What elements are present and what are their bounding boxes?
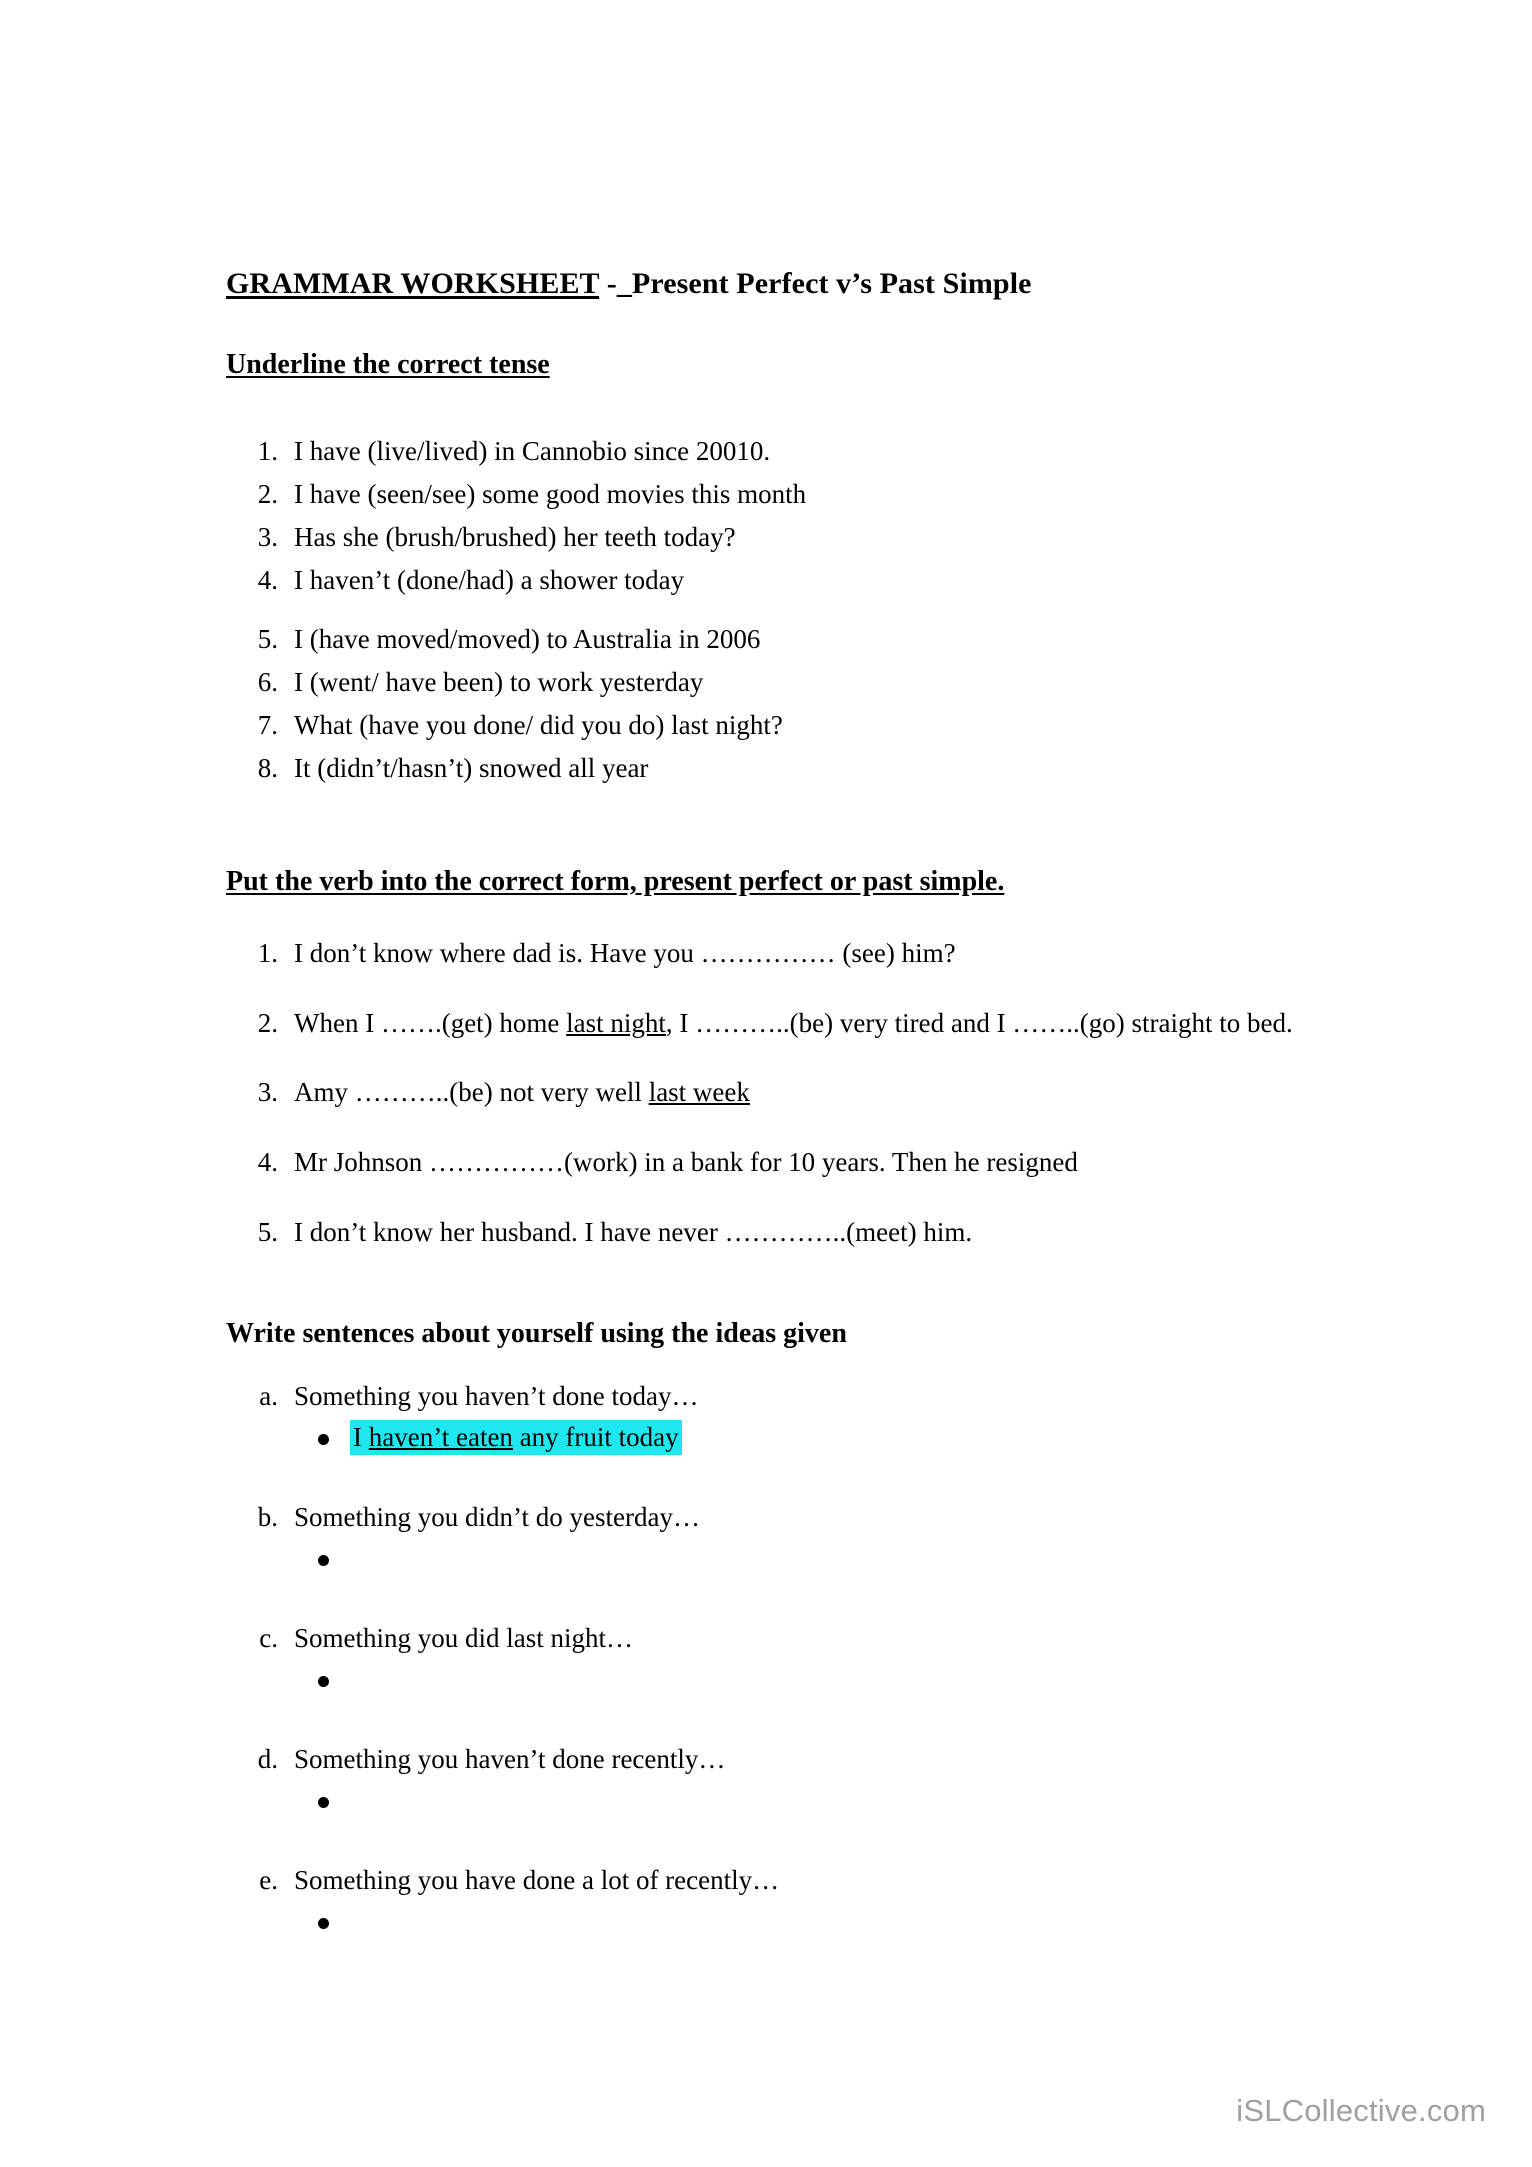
list-marker: 5.	[257, 623, 278, 654]
list-marker: 8.	[257, 752, 278, 783]
list-item-text: I (went/ have been) to work yesterday	[294, 666, 704, 697]
section-1-list-group-a	[226, 435, 1296, 595]
prompt-text: Something you have done a lot of recently…	[294, 1864, 780, 1895]
list-item-text	[294, 938, 956, 968]
list-marker: e.	[259, 1864, 278, 1895]
list-marker: 7.	[257, 709, 278, 740]
list-marker: 4.	[257, 1147, 278, 1178]
answer-row[interactable]	[294, 1420, 1296, 1474]
answer-underlined-verb: haven’t eaten	[368, 1421, 513, 1452]
answer-lead: I	[353, 1421, 369, 1452]
list-marker: 5.	[257, 1216, 278, 1247]
page-title-rest: -_Present Perfect v’s Past Simple	[599, 267, 1032, 300]
spacer	[226, 1716, 1296, 1746]
list-marker: 4.	[257, 564, 278, 595]
section-1	[226, 347, 1296, 782]
list-item	[226, 1743, 1296, 1837]
list-marker: 6.	[257, 666, 278, 697]
list-item	[226, 938, 1296, 970]
answer-text-highlighted	[350, 1420, 682, 1456]
section-2	[226, 864, 1296, 1248]
list-item	[226, 709, 1296, 740]
prompt-text: Something you haven’t done recently…	[294, 1743, 726, 1774]
list-marker: 2.	[257, 478, 278, 509]
worksheet-content	[226, 265, 1296, 1958]
list-item-text	[294, 1077, 750, 1107]
list-item	[226, 623, 1296, 654]
list-marker: 1.	[257, 435, 278, 466]
answer-row[interactable]	[294, 1904, 1296, 1958]
list-item	[226, 564, 1296, 595]
answer-row[interactable]	[294, 1541, 1296, 1595]
bullet-icon	[318, 1676, 329, 1687]
list-item	[226, 752, 1296, 783]
list-item-text: I haven’t (done/had) a shower today	[294, 564, 685, 595]
list-marker: d.	[257, 1743, 278, 1774]
sentence-fragment: When I …….(get) home	[294, 1007, 567, 1038]
list-marker: a.	[259, 1380, 278, 1411]
list-item-text: Has she (brush/brushed) her teeth today?	[294, 521, 736, 552]
spacer	[226, 1595, 1296, 1625]
list-item	[226, 1622, 1296, 1716]
section-3-heading: Write sentences about yourself using the ideas given	[226, 1318, 847, 1350]
list-item	[226, 1077, 1296, 1109]
time-expression-underlined: last night	[566, 1007, 666, 1038]
section-1-heading: Underline the correct tense	[226, 348, 550, 380]
list-item	[226, 666, 1296, 697]
list-item	[226, 1380, 1296, 1474]
list-marker: c.	[259, 1622, 278, 1653]
sentence-fragment: , I ………..(be) very tired and I ……..(go) straight to bed.	[665, 1007, 1293, 1038]
list-item-text	[294, 1147, 1078, 1177]
answer-row[interactable]	[294, 1783, 1296, 1837]
spacer	[226, 1474, 1296, 1504]
list-item	[226, 435, 1296, 466]
section-3-list	[226, 1380, 1296, 1958]
spacer	[226, 1837, 1296, 1867]
list-item	[226, 1147, 1296, 1179]
page-title	[226, 265, 1296, 303]
list-item-text	[294, 1217, 972, 1247]
bullet-icon	[318, 1434, 329, 1445]
section-2-list	[226, 938, 1296, 1248]
bullet-icon	[318, 1555, 329, 1566]
section-2-heading: Put the verb into the correct form, present perfect or past simple.	[226, 865, 1005, 897]
list-item-text: What (have you done/ did you do) last night?	[294, 709, 783, 740]
list-item	[226, 1501, 1296, 1595]
list-marker: 1.	[257, 938, 278, 969]
list-item	[226, 1217, 1296, 1249]
prompt-text: Something you didn’t do yesterday…	[294, 1501, 700, 1532]
sentence-fragment: I don’t know her husband. I have never …………..(meet) him.	[294, 1216, 973, 1247]
site-watermark: iSLCollective.com	[1236, 2093, 1486, 2128]
list-item-text: I (have moved/moved) to Australia in 2006	[294, 623, 761, 654]
time-expression-underlined: last week	[648, 1077, 750, 1108]
list-item	[226, 521, 1296, 552]
list-item-text	[294, 1008, 1293, 1038]
list-marker: b.	[257, 1501, 278, 1532]
bullet-icon	[318, 1918, 329, 1929]
bullet-icon	[318, 1797, 329, 1808]
list-item-text: I have (live/lived) in Cannobio since 20010.	[294, 435, 771, 466]
list-item-text: It (didn’t/hasn’t) snowed all year	[294, 752, 649, 783]
sentence-fragment: Mr Johnson ……………(work) in a bank for 10 years. Then he resigned	[294, 1147, 1078, 1178]
page-title-underlined-part: GRAMMAR WORKSHEET	[226, 267, 600, 300]
answer-row[interactable]	[294, 1662, 1296, 1716]
prompt-text: Something you did last night…	[294, 1622, 634, 1653]
list-marker: 3.	[257, 1077, 278, 1108]
list-item	[226, 1864, 1296, 1958]
sentence-fragment: I don’t know where dad is. Have you …………… (see) him?	[294, 938, 956, 969]
list-item	[226, 1008, 1296, 1040]
prompt-text: Something you haven’t done today…	[294, 1380, 699, 1411]
list-item	[226, 478, 1296, 509]
list-marker: 2.	[257, 1007, 278, 1038]
answer-tail: any fruit today	[512, 1421, 679, 1452]
sentence-fragment: Amy ………..(be) not very well	[294, 1077, 649, 1108]
list-marker: 3.	[257, 521, 278, 552]
section-1-list-group-b	[226, 623, 1296, 783]
section-3	[226, 1316, 1296, 1957]
list-item-text: I have (seen/see) some good movies this month	[294, 478, 807, 509]
